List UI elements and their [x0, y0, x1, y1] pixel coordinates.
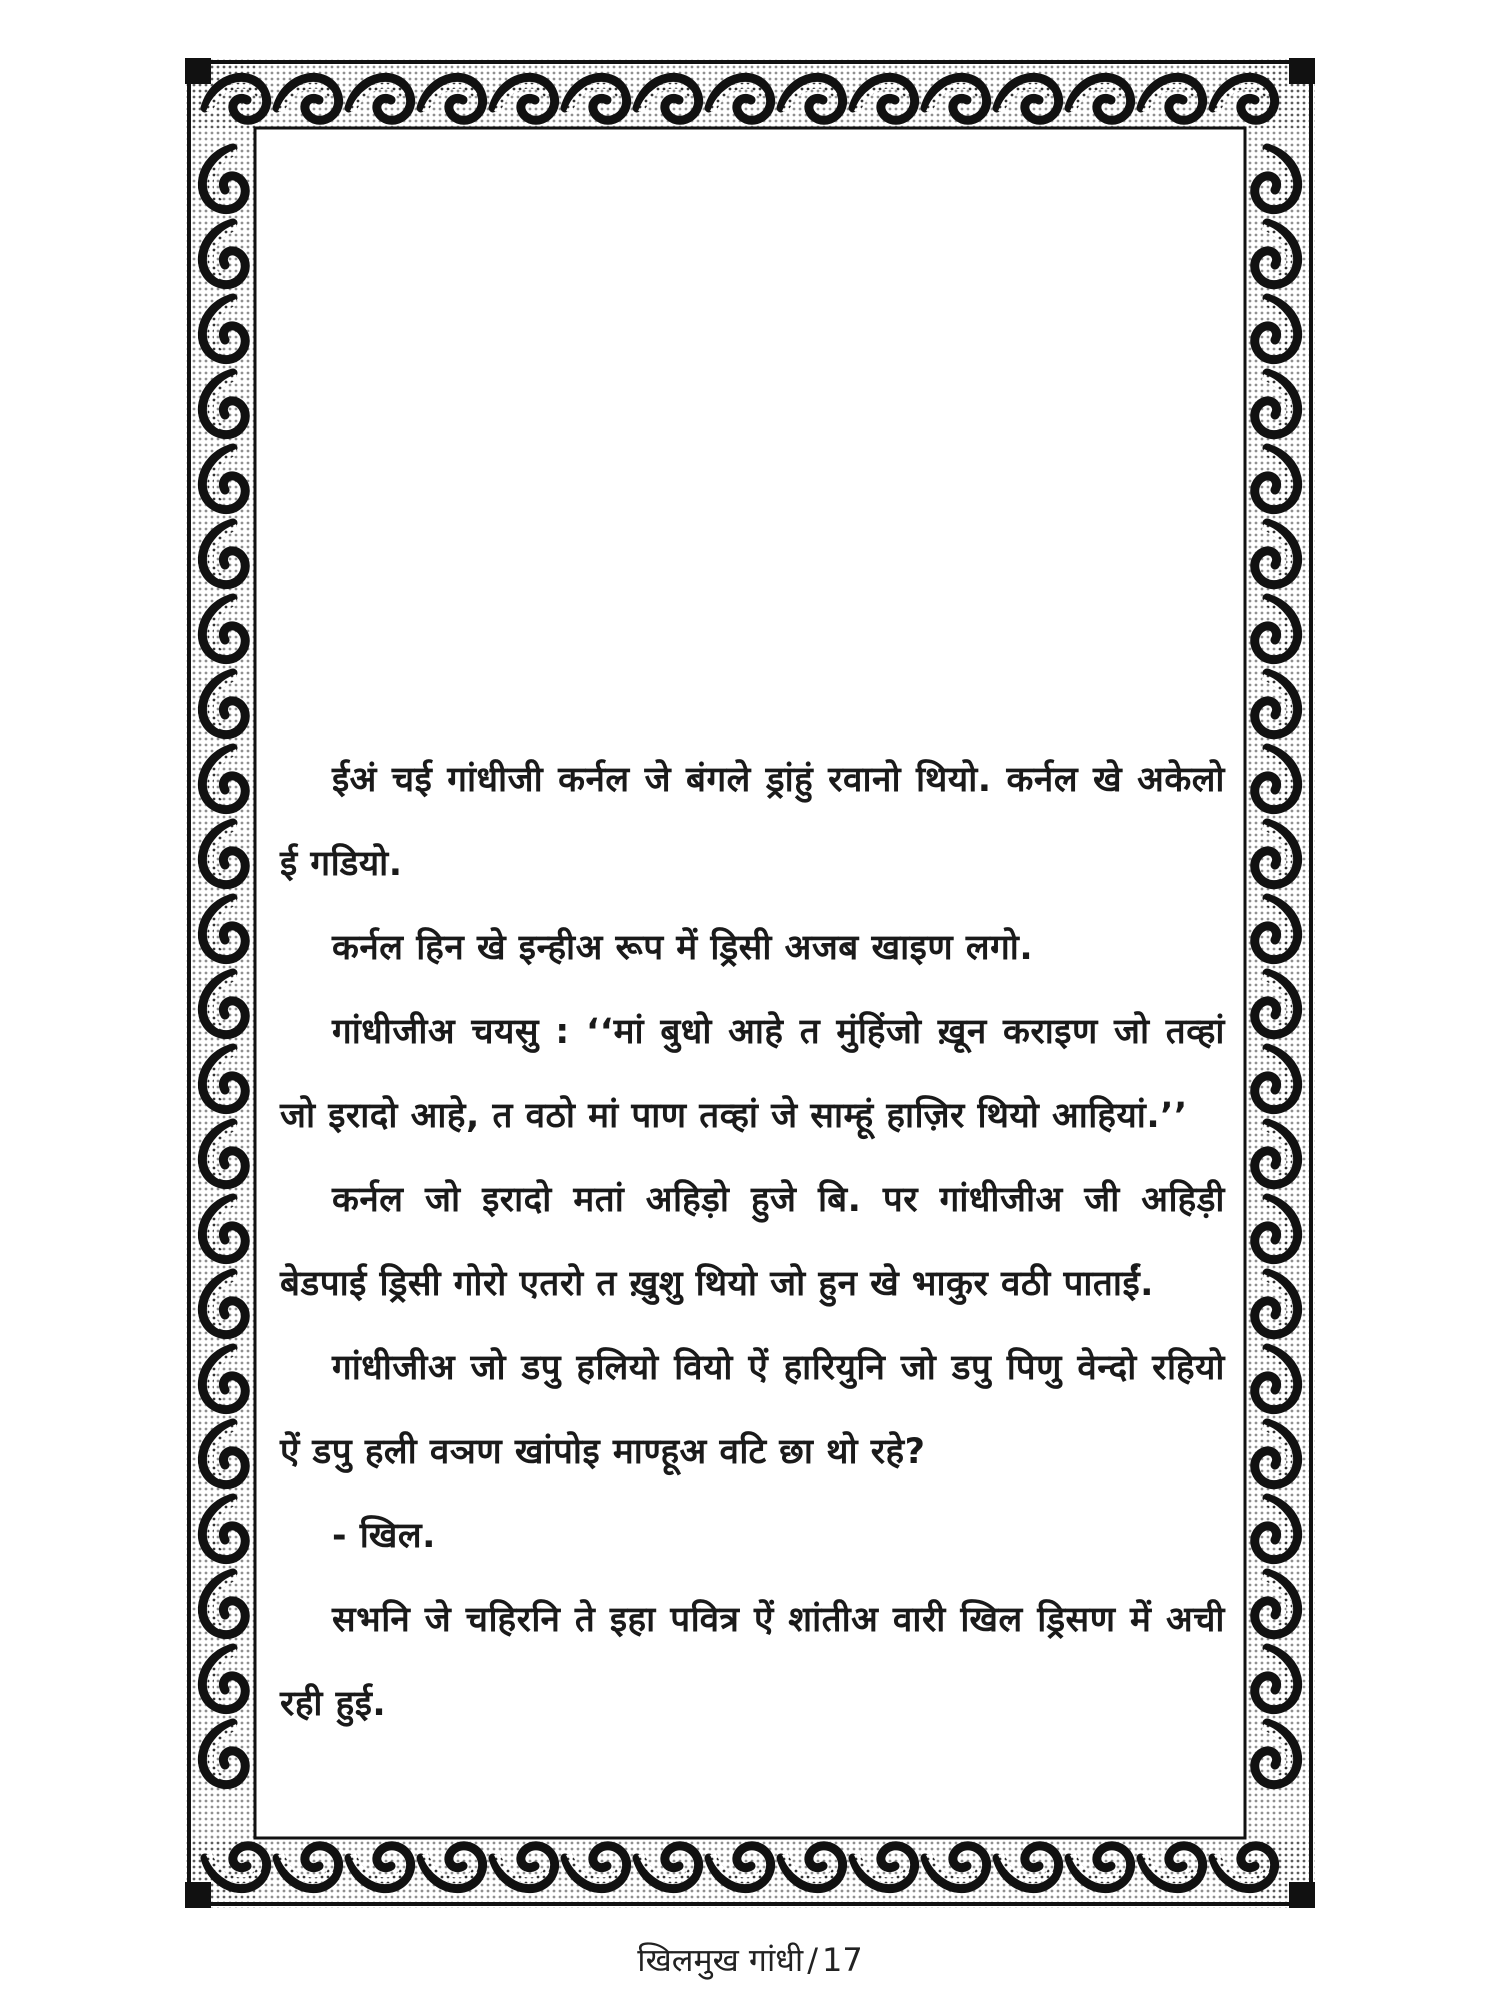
- paragraph: गांधीजीअ चयसु : ‘‘मां बुधो आहे त मुंहिंजो ख़ून कराइण जो तव्हां जो इरादो आहे, त वठो मां पाण तव्हां जे साम्हूं हाज़िर थियो आहियां.’’: [280, 1012, 1225, 1136]
- body-text: [280, 738, 1225, 1746]
- paragraph: कर्नल जो इरादो मतां अहिड़ो हुजे बि. पर गांधीजीअ जी अहिड़ी बेडपाई ड्रिसी गोरो एतरो त ख़ुशु थियो जो हुन खे भाकुर वठी पाताईं.: [280, 1180, 1225, 1304]
- paragraph: कर्नल हिन खे इन्हीअ रूप में ड्रिसी अजब खाइण लगो.: [332, 928, 1034, 968]
- page-footer: [0, 1938, 1500, 1981]
- book-title: खिलमुख गांधी: [637, 1941, 804, 1979]
- page-number: 17: [821, 1941, 863, 1979]
- footer-separator: /: [807, 1941, 818, 1979]
- paragraph: - खिल.: [332, 1516, 436, 1556]
- paragraph: सभनि जे चहिरनि ते इहा पवित्र ऐं शांतीअ वारी खिल ड्रिसण में अची रही हुई.: [280, 1600, 1225, 1724]
- paragraph: गांधीजीअ जो डपु हलियो वियो ऐं हारियुनि जो डपु पिणु वेन्दो रहियो ऐं डपु हली वञण खांपोइ माण्हूअ वटि छा थो रहे?: [280, 1348, 1225, 1472]
- paragraph: ईअं चई गांधीजी कर्नल जे बंगले ड्रांहुं रवानो थियो. कर्नल खे अकेलो ई गडियो.: [280, 760, 1225, 884]
